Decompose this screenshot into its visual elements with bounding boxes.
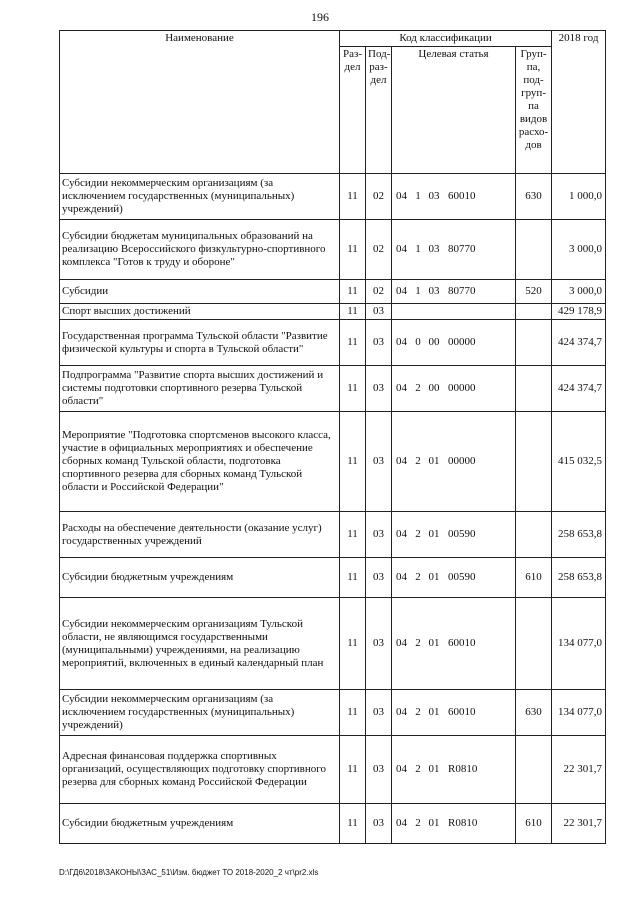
row-section: 11: [340, 598, 366, 690]
target-event: 00: [428, 336, 440, 348]
target-direction: 60010: [448, 706, 476, 718]
target-subprogram: 1: [415, 285, 421, 297]
row-expense-group: 610: [516, 558, 552, 598]
table-row: [60, 558, 606, 598]
row-subsection: 02: [366, 280, 392, 304]
row-section: 11: [340, 512, 366, 558]
target-event: 01: [428, 571, 440, 583]
row-name: Субсидии бюджетным учреждениям: [60, 804, 340, 844]
target-subprogram: 2: [415, 763, 421, 775]
target-direction: R0810: [448, 817, 478, 829]
row-target-article: [392, 804, 516, 844]
row-name: Субсидии бюджетным учреждениям: [60, 558, 340, 598]
row-amount: 134 077,0: [552, 598, 606, 690]
table-row: [60, 598, 606, 690]
row-amount: 134 077,0: [552, 690, 606, 736]
target-program: 04: [396, 637, 407, 649]
target-direction: 00590: [448, 571, 476, 583]
target-program: 04: [396, 571, 407, 583]
budget-table: [59, 30, 606, 844]
table-row: [60, 280, 606, 304]
table-row: [60, 320, 606, 366]
target-event: 03: [428, 285, 440, 297]
target-event: 01: [428, 706, 440, 718]
row-section: 11: [340, 804, 366, 844]
header-section: Раз- дел: [340, 47, 366, 174]
table-row: [60, 412, 606, 512]
target-program: 04: [396, 243, 407, 255]
row-expense-group: 610: [516, 804, 552, 844]
target-program: 04: [396, 336, 407, 348]
target-direction: R0810: [448, 763, 478, 775]
row-subsection: 03: [366, 804, 392, 844]
row-section: 11: [340, 304, 366, 320]
row-name: Субсидии бюджетам муниципальных образований на реализацию Всероссийского физкультурно-спортивного комплекса "Готов к труду и обороне": [60, 220, 340, 280]
row-subsection: 03: [366, 558, 392, 598]
row-name: Мероприятие "Подготовка спортсменов высокого класса, участие в официальных мероприятиях и обеспечение сборных команд Тульской области, подготовка спортивного резерва для сборных команд Тульской области и Российской Федерации": [60, 412, 340, 512]
row-subsection: 03: [366, 598, 392, 690]
row-expense-group: [516, 598, 552, 690]
target-event: 01: [428, 817, 440, 829]
target-direction: 00000: [448, 336, 476, 348]
table-row: [60, 366, 606, 412]
target-subprogram: 1: [415, 243, 421, 255]
target-direction: 00000: [448, 382, 476, 394]
row-name: Спорт высших достижений: [60, 304, 340, 320]
row-amount: 3 000,0: [552, 280, 606, 304]
row-subsection: 03: [366, 736, 392, 804]
row-section: 11: [340, 174, 366, 220]
table-row: [60, 512, 606, 558]
target-event: 03: [428, 243, 440, 255]
header-name: Наименование: [60, 31, 340, 174]
target-subprogram: 2: [415, 382, 421, 394]
row-section: 11: [340, 366, 366, 412]
target-program: 04: [396, 285, 407, 297]
table-row: [60, 220, 606, 280]
row-target-article: [392, 304, 516, 320]
row-subsection: 03: [366, 690, 392, 736]
target-event: 00: [428, 382, 440, 394]
row-target-article: [392, 598, 516, 690]
target-event: 01: [428, 455, 440, 467]
row-name: Расходы на обеспечение деятельности (оказание услуг) государственных учреждений: [60, 512, 340, 558]
row-expense-group: [516, 366, 552, 412]
row-amount: 22 301,7: [552, 736, 606, 804]
row-amount: 415 032,5: [552, 412, 606, 512]
target-subprogram: 0: [415, 336, 421, 348]
row-subsection: 03: [366, 512, 392, 558]
row-target-article: [392, 320, 516, 366]
target-direction: 60010: [448, 637, 476, 649]
row-target-article: [392, 174, 516, 220]
file-path-footer: D:\ГД6\2018\ЗАКОНЫ\ЗАС_51\Изм. бюджет ТО 2018-2020_2 чт\pr2.xls: [59, 868, 319, 877]
row-section: 11: [340, 558, 366, 598]
target-event: 01: [428, 763, 440, 775]
table-row: [60, 736, 606, 804]
row-amount: 424 374,7: [552, 366, 606, 412]
target-event: 01: [428, 528, 440, 540]
target-program: 04: [396, 706, 407, 718]
row-subsection: 02: [366, 174, 392, 220]
row-expense-group: [516, 320, 552, 366]
row-expense-group: 630: [516, 690, 552, 736]
target-program: 04: [396, 763, 407, 775]
target-event: 01: [428, 637, 440, 649]
row-amount: 424 374,7: [552, 320, 606, 366]
target-subprogram: 2: [415, 637, 421, 649]
target-event: 03: [428, 190, 440, 202]
row-expense-group: [516, 220, 552, 280]
row-expense-group: 630: [516, 174, 552, 220]
row-expense-group: [516, 736, 552, 804]
header-target: Целевая статья: [392, 47, 516, 174]
target-subprogram: 2: [415, 706, 421, 718]
target-direction: 00000: [448, 455, 476, 467]
row-section: 11: [340, 736, 366, 804]
row-expense-group: [516, 412, 552, 512]
row-subsection: 03: [366, 412, 392, 512]
target-direction: 80770: [448, 243, 476, 255]
target-subprogram: 2: [415, 528, 421, 540]
row-amount: 429 178,9: [552, 304, 606, 320]
header-group: Груп- па, под- груп- па видов расхо- дов: [516, 47, 552, 174]
row-name: Субсидии некоммерческим организациям (за исключением государственных (муниципальных) учреждений): [60, 690, 340, 736]
target-subprogram: 2: [415, 817, 421, 829]
table-row: [60, 174, 606, 220]
header-year: 2018 год: [552, 31, 606, 174]
row-section: 11: [340, 280, 366, 304]
row-expense-group: [516, 304, 552, 320]
target-subprogram: 2: [415, 455, 421, 467]
row-subsection: 03: [366, 304, 392, 320]
row-expense-group: 520: [516, 280, 552, 304]
row-section: 11: [340, 412, 366, 512]
header-row: [60, 31, 606, 47]
row-amount: 1 000,0: [552, 174, 606, 220]
target-program: 04: [396, 817, 407, 829]
target-program: 04: [396, 455, 407, 467]
page-number: 196: [311, 10, 329, 24]
target-direction: 60010: [448, 190, 476, 202]
row-name: Субсидии некоммерческим организациям Тульской области, не являющимся государственными (муниципальными) учреждениями, на реализацию мероприятий, включенных в единый календарный план: [60, 598, 340, 690]
row-name: Подпрограмма "Развитие спорта высших достижений и системы подготовки спортивного резерва Тульской области": [60, 366, 340, 412]
table-row: [60, 804, 606, 844]
row-name: Государственная программа Тульской области "Развитие физической культуры и спорта в Тульской области": [60, 320, 340, 366]
table-row: [60, 690, 606, 736]
target-program: 04: [396, 190, 407, 202]
row-target-article: [392, 412, 516, 512]
target-program: 04: [396, 528, 407, 540]
row-subsection: 03: [366, 366, 392, 412]
header-code-group: Код классификации: [340, 31, 552, 47]
table-row: [60, 304, 606, 320]
target-subprogram: 1: [415, 190, 421, 202]
row-target-article: [392, 280, 516, 304]
row-name: Субсидии некоммерческим организациям (за исключением государственных (муниципальных) учреждений): [60, 174, 340, 220]
target-program: 04: [396, 382, 407, 394]
row-expense-group: [516, 512, 552, 558]
row-amount: 3 000,0: [552, 220, 606, 280]
row-target-article: [392, 558, 516, 598]
row-amount: 258 653,8: [552, 512, 606, 558]
target-subprogram: 2: [415, 571, 421, 583]
row-target-article: [392, 690, 516, 736]
header-subsection: Под- раз- дел: [366, 47, 392, 174]
row-section: 11: [340, 320, 366, 366]
row-target-article: [392, 736, 516, 804]
row-target-article: [392, 512, 516, 558]
row-amount: 258 653,8: [552, 558, 606, 598]
target-direction: 00590: [448, 528, 476, 540]
row-target-article: [392, 220, 516, 280]
row-subsection: 03: [366, 320, 392, 366]
row-section: 11: [340, 690, 366, 736]
row-name: Адресная финансовая поддержка спортивных организаций, осуществляющих подготовку спортивного резерва для сборных команд Российской Федерации: [60, 736, 340, 804]
row-section: 11: [340, 220, 366, 280]
target-direction: 80770: [448, 285, 476, 297]
row-subsection: 02: [366, 220, 392, 280]
row-name: Субсидии: [60, 280, 340, 304]
row-target-article: [392, 366, 516, 412]
row-amount: 22 301,7: [552, 804, 606, 844]
